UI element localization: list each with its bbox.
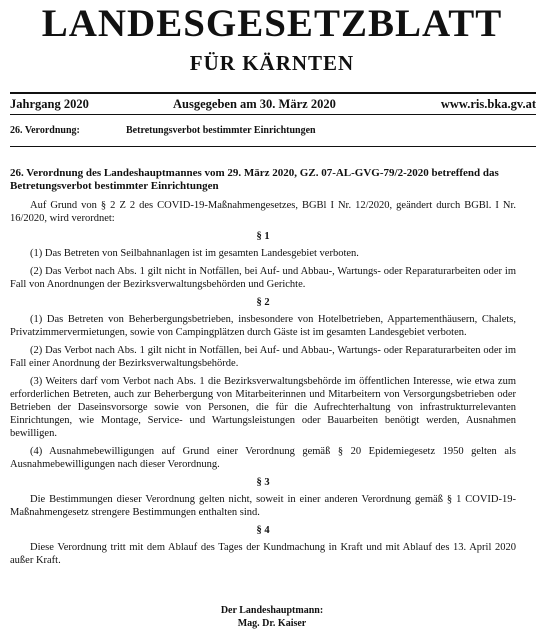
section-2-paragraph-4: (4) Ausnahmebewilligungen auf Grund einer Verordnung gemäß § 20 Epidemiegesetz 1950 gelten als Ausnahmebewilligungen nach dieser Verordnung. [10,446,516,470]
issue-line [10,96,536,112]
intro-paragraph: Auf Grund von § 2 Z 2 des COVID-19-Maßnahmengesetzes, BGBl I Nr. 12/2020, geändert durch BGBl. I Nr. 16/2020, wird verordnet: [10,200,516,224]
section-1-paragraph-1: (1) Das Betreten von Seilbahnanlagen ist im gesamten Landesgebiet verboten. [30,248,359,259]
section-2-paragraph-3: (3) Weiters darf vom Verbot nach Abs. 1 die Bezirksverwaltungsbehörde im öffentlichen Interesse, wie etwa zum erforderlichen Betreten, auch zur Beherbergung von Mitarbeiterinnen und Mitarbeitern von Versorgungsbetrieben oder Betrieben der Daseinsvorsorge sowie von Personen, die für die Aufrechterhaltung von infrastrukturrelevanten Einrichtungen, wie Montage, Service- und Wartungsleistungen oder Bauarbeiten benötigt werden, Ausnahmen bewilligen. [10,376,516,439]
section-4-title: § 4 [256,525,270,536]
section-3-title: § 3 [256,477,270,488]
signature-role: Der Landeshauptmann: [220,605,324,616]
section-2-paragraph-1: (1) Das Betreten von Beherbergungsbetrieben, insbesondere von Hotelbetrieben, Appartementhäusern, Chalets, Privatzimmervermietungen, sowie von Campingplätzen durch Gäste ist im gesamten Landesgebiet verboten. [10,314,516,338]
section-2-title: § 2 [256,297,270,308]
year-label: Jahrgang 2020 [10,97,89,111]
section-4-paragraph-1: Diese Verordnung tritt mit dem Ablauf des Tages der Kundmachung in Kraft und mit Ablauf des 13. April 2020 außer Kraft. [10,542,516,566]
regulation-heading: 26. Verordnung des Landeshauptmannes vom 29. März 2020, GZ. 07-AL-GVG-79/2-2020 betreffend das Betretungsverbot bestimmter Einrichtungen [10,167,499,192]
regulation-subject: Betretungsverbot bestimmter Einrichtungen [126,125,316,136]
issued-date: Ausgegeben am 30. März 2020 [173,97,336,111]
document-body [10,167,516,572]
website-link[interactable]: www.ris.bka.gv.at [440,97,536,111]
regulation-number: 26. Verordnung: [10,125,80,136]
section-2-paragraph-2: (2) Das Verbot nach Abs. 1 gilt nicht in Notfällen, bei Auf- und Abbau-, Wartungs- oder Reparaturarbeiten oder im Fall einer Anordnung der Bezirksverwaltungsbehörde. [10,345,516,369]
bottom-rule [10,146,536,147]
section-1-title: § 1 [256,231,270,242]
gazette-subtitle: FÜR KÄRNTEN [189,51,355,75]
gazette-title: LANDESGESETZBLATT [41,2,503,45]
section-3-paragraph-1: Die Bestimmungen dieser Verordnung gelten nicht, soweit in einer anderen Verordnung gemäß § 1 COVID-19-Maßnahmengesetz strengere Bestimmungen enthalten sind. [10,494,516,518]
top-rule [10,92,536,94]
middle-rule [10,114,536,115]
signature-name: Mag. Dr. Kaiser [237,618,307,629]
signature-block [0,604,544,630]
section-1-paragraph-2: (2) Das Verbot nach Abs. 1 gilt nicht in Notfällen, bei Auf- und Abbau-, Wartungs- oder Reparaturarbeiten oder im Fall von Anordnungen der Bezirksverwaltungsbehörden und Gerichte. [10,266,516,290]
